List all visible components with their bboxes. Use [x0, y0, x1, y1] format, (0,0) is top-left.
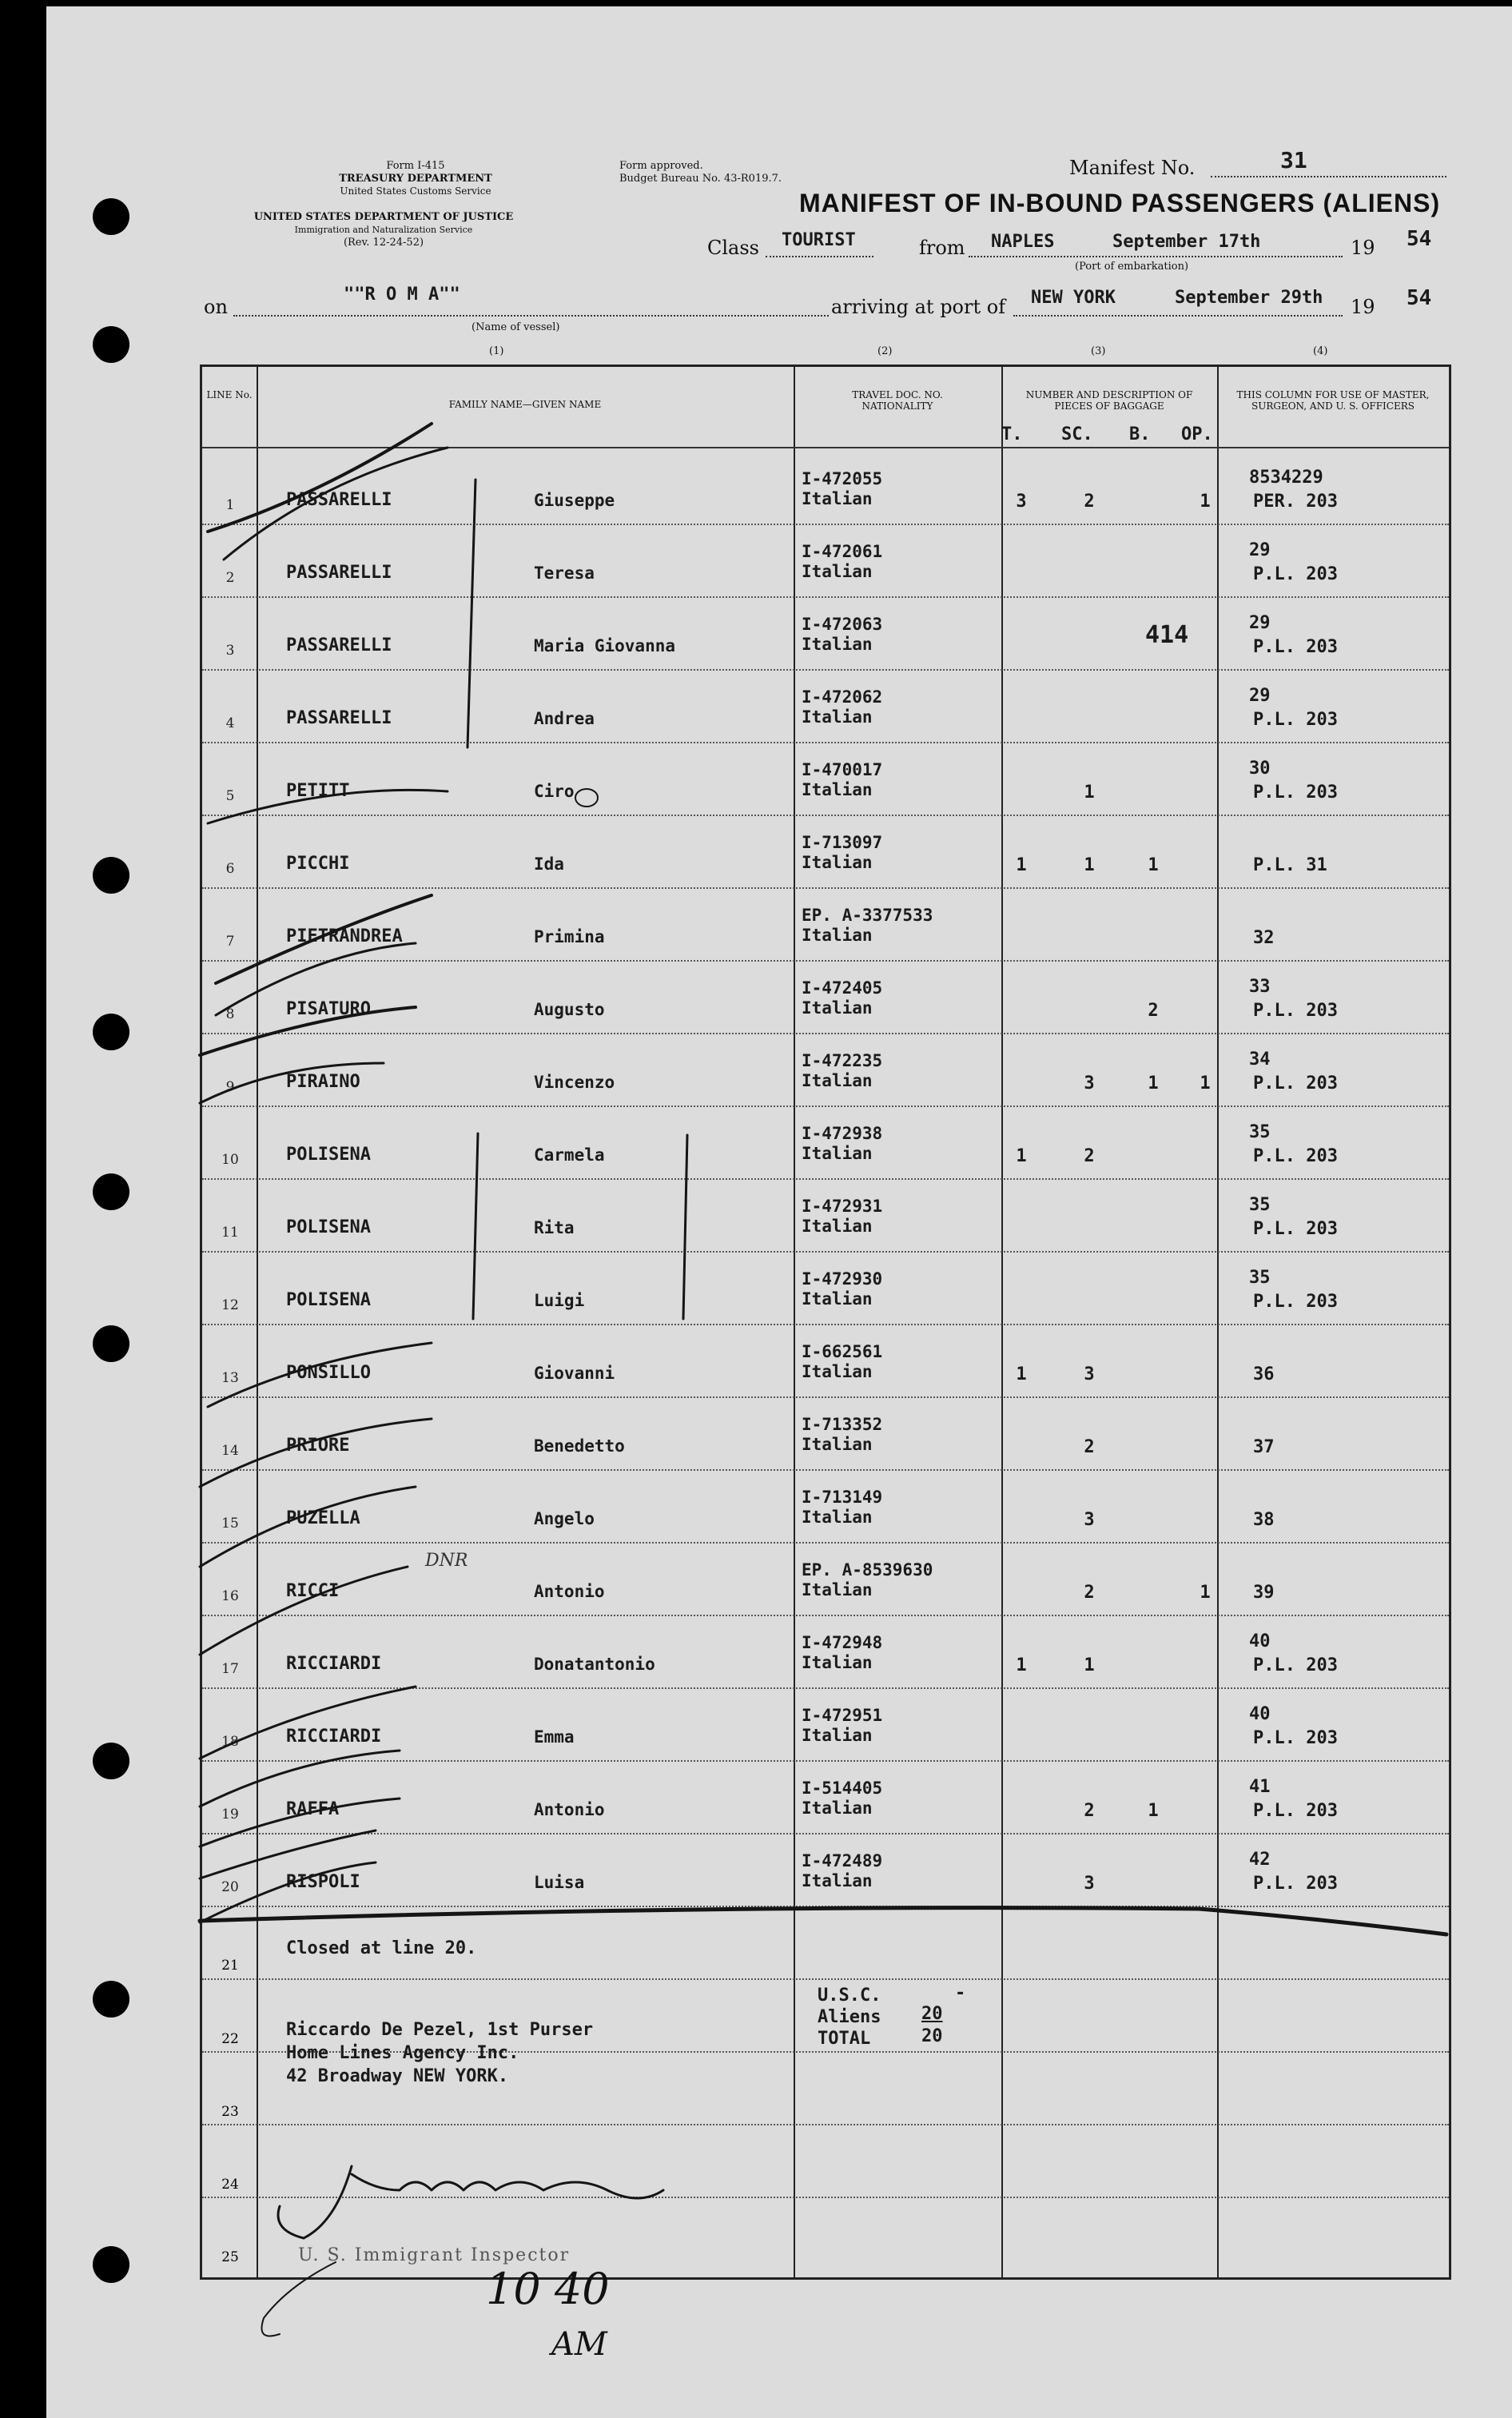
- given-name: Carmela: [534, 1145, 605, 1165]
- col-number-1: (1): [489, 345, 504, 357]
- baggage-t-header: T.: [1001, 424, 1023, 444]
- given-name: Giuseppe: [534, 491, 615, 510]
- port-of-embarkation: NAPLES: [991, 232, 1055, 252]
- travel-doc-number: I-713352: [802, 1415, 883, 1434]
- baggage-sc: 3: [1084, 1364, 1095, 1384]
- nationality: Italian: [802, 1071, 873, 1090]
- nationality: Italian: [802, 635, 873, 654]
- given-name: Primina: [534, 927, 605, 946]
- binder-hole: [93, 1981, 129, 2018]
- row-divider: [202, 2124, 1449, 2125]
- baggage-sc: 2: [1084, 1146, 1095, 1166]
- family-name: PONSILLO: [286, 1363, 371, 1383]
- vessel-caption: (Name of vessel): [472, 321, 560, 333]
- travel-doc-number: I-514405: [802, 1779, 883, 1798]
- officer-code: 33: [1249, 977, 1271, 997]
- baggage-sc: 2: [1084, 1437, 1095, 1457]
- baggage-sc: 3: [1084, 1074, 1095, 1093]
- line-24: 24: [221, 2177, 239, 2193]
- given-name: Donatantonio: [534, 1655, 655, 1674]
- total-label: TOTAL: [818, 2029, 871, 2049]
- class-line: [766, 256, 873, 257]
- officer-reference: 32: [1253, 928, 1275, 948]
- binder-hole: [93, 2246, 129, 2283]
- line-number: 8: [225, 1006, 235, 1022]
- officer-reference: PER. 203: [1253, 492, 1338, 512]
- given-name: Benedetto: [534, 1436, 625, 1456]
- col-number-4: (4): [1313, 345, 1328, 357]
- family-name: POLISENA: [286, 1290, 371, 1310]
- line-number: 3: [225, 643, 235, 659]
- arriving-line: [1013, 315, 1343, 317]
- travel-doc-number: I-472061: [802, 542, 883, 561]
- family-name: PASSARELLI: [286, 490, 392, 510]
- table-row: [202, 815, 1449, 888]
- nationality: Italian: [802, 562, 873, 581]
- table-row: [202, 1761, 1449, 1834]
- nationality: Italian: [802, 926, 873, 945]
- line-number: 4: [225, 715, 235, 731]
- baggage-sc: 1: [1084, 783, 1095, 803]
- baggage-t: 1: [1016, 1655, 1027, 1675]
- officer-reference: 37: [1253, 1437, 1275, 1457]
- baggage-op-header: OP.: [1181, 424, 1213, 444]
- baggage-header: NUMBER AND DESCRIPTION OF PIECES OF BAGGAGE: [1025, 389, 1193, 412]
- line-number: 10: [221, 1152, 239, 1168]
- binder-hole: [93, 1014, 129, 1050]
- table-row: [202, 1252, 1449, 1325]
- family-name: POLISENA: [286, 1145, 371, 1165]
- class-label: Class: [707, 237, 759, 259]
- manifest-number: 31: [1280, 147, 1307, 173]
- line-no-header: LINE No.: [206, 389, 253, 400]
- line-number: 13: [221, 1370, 239, 1386]
- year: 54: [1407, 227, 1432, 251]
- table-row: [202, 1179, 1449, 1252]
- class-value: TOURIST: [782, 230, 856, 250]
- line-23: 23: [221, 2104, 239, 2120]
- nationality: Italian: [802, 1726, 873, 1745]
- nationality: Italian: [802, 780, 873, 799]
- given-name: Maria Giovanna: [534, 636, 676, 655]
- officer-reference: P.L. 203: [1253, 564, 1338, 584]
- nationality: Italian: [802, 1144, 873, 1163]
- given-name: Andrea: [534, 709, 595, 728]
- arrival-date: September 29th: [1175, 288, 1323, 308]
- nationality: Italian: [802, 853, 873, 872]
- justice-department: UNITED STATES DEPARTMENT OF JUSTICE: [253, 211, 514, 223]
- manifest-label: Manifest No.: [1069, 157, 1196, 179]
- table-row: [202, 452, 1449, 524]
- officer-reference: 38: [1253, 1510, 1275, 1530]
- nationality: Italian: [802, 1871, 873, 1890]
- travel-doc-number: I-713149: [802, 1488, 883, 1507]
- family-name: PICCHI: [286, 854, 350, 874]
- table-row: [202, 524, 1449, 597]
- nationality: Italian: [802, 707, 873, 727]
- officer-reference: P.L. 203: [1253, 1801, 1338, 1821]
- officer-code: 29: [1249, 613, 1271, 633]
- form-approved: Form approved.: [619, 160, 703, 172]
- baggage-op: 1: [1200, 492, 1211, 512]
- line-number: 6: [225, 861, 235, 877]
- family-name: POLISENA: [286, 1217, 371, 1237]
- family-name: PIRAINO: [286, 1072, 360, 1092]
- family-name: RICCIARDI: [286, 1727, 382, 1747]
- table-row: [202, 1470, 1449, 1543]
- family-name: RICCI: [286, 1581, 340, 1601]
- line-number: 9: [225, 1079, 235, 1095]
- manifest-line: [1211, 176, 1446, 177]
- travel-doc-number: I-472055: [802, 469, 883, 488]
- family-name: PASSARELLI: [286, 708, 392, 728]
- travel-doc-number: I-472930: [802, 1269, 883, 1289]
- dnr-annotation: DNR: [425, 1551, 468, 1571]
- usc-label: U.S.C.: [818, 1986, 881, 2006]
- port-embarkation-caption: (Port of embarkation): [1075, 261, 1189, 273]
- given-name: Antonio: [534, 1800, 605, 1819]
- nationality: Italian: [802, 1435, 873, 1454]
- travel-doc-number: I-472405: [802, 978, 883, 998]
- officer-code: 35: [1249, 1122, 1271, 1142]
- given-name: Luigi: [534, 1291, 585, 1310]
- officer-reference: P.L. 203: [1253, 637, 1338, 657]
- line-number: 14: [221, 1443, 239, 1459]
- baggage-b: 1: [1148, 1074, 1159, 1093]
- officer-reference: P.L. 203: [1253, 1146, 1338, 1166]
- travel-doc-number: I-472063: [802, 615, 883, 634]
- officer-code: 30: [1249, 759, 1271, 779]
- table-row: [202, 1106, 1449, 1179]
- given-name: Vincenzo: [534, 1073, 615, 1092]
- from-label: from: [919, 237, 965, 259]
- officer-reference: P.L. 203: [1253, 710, 1338, 730]
- officer-reference: 39: [1253, 1583, 1275, 1603]
- officer-code: 40: [1249, 1704, 1271, 1724]
- given-name: Antonio: [534, 1582, 605, 1601]
- table-row: [202, 1543, 1449, 1615]
- budget-bureau: Budget Bureau No. 43-R019.7.: [619, 173, 782, 185]
- family-name: RAFFA: [286, 1799, 340, 1819]
- year-2: 54: [1407, 286, 1432, 310]
- officer-reference: P.L. 203: [1253, 1655, 1338, 1675]
- table-row: [202, 743, 1449, 815]
- officer-code: 41: [1249, 1777, 1271, 1797]
- officer-code: 8534229: [1249, 468, 1323, 488]
- officer-reference: P.L. 203: [1253, 1219, 1338, 1239]
- officer-reference: P.L. 203: [1253, 1874, 1338, 1894]
- officer-code: 29: [1249, 686, 1271, 706]
- given-name: Emma: [534, 1727, 575, 1747]
- baggage-t: 1: [1016, 1146, 1027, 1166]
- given-name: Augusto: [534, 1000, 605, 1019]
- on-label: on: [204, 296, 228, 318]
- given-name: Giovanni: [534, 1364, 615, 1383]
- baggage-b: 1: [1148, 855, 1159, 875]
- baggage-sc: 1: [1084, 1655, 1095, 1675]
- travel-doc-number: EP. A-3377533: [802, 906, 933, 925]
- agency-address: 42 Broadway NEW YORK.: [286, 2066, 509, 2086]
- row-divider: [202, 1978, 1449, 1980]
- row-divider: [202, 1906, 1449, 1907]
- baggage-sc: 1: [1084, 855, 1095, 875]
- nationality: Italian: [802, 1580, 873, 1599]
- family-name: PISATURO: [286, 999, 371, 1019]
- baggage-sc: 3: [1084, 1874, 1095, 1894]
- row-divider: [202, 2197, 1449, 2198]
- travel-doc-number: I-713097: [802, 833, 883, 852]
- table-row: [202, 888, 1449, 961]
- travel-doc-number: I-472948: [802, 1633, 883, 1652]
- travel-doc-number: I-472062: [802, 687, 883, 707]
- line-number: 12: [221, 1297, 239, 1313]
- table-row: [202, 670, 1449, 743]
- officer-code: 42: [1249, 1850, 1271, 1870]
- agency-name: Home Lines Agency Inc.: [286, 2043, 519, 2063]
- line-21: 21: [221, 1958, 239, 1974]
- officer-reference: P.L. 203: [1253, 783, 1338, 803]
- table-row: [202, 1034, 1449, 1106]
- manifest-title: MANIFEST OF IN-BOUND PASSENGERS (ALIENS): [799, 189, 1441, 217]
- travel-doc-number: I-472931: [802, 1197, 883, 1216]
- table-row: [202, 1325, 1449, 1397]
- nationality: Italian: [802, 998, 873, 1018]
- binder-hole: [93, 198, 129, 235]
- vessel-name: ""R O M A"": [344, 285, 460, 305]
- officer-reference: P.L. 31: [1253, 855, 1327, 875]
- officer-reference: 36: [1253, 1364, 1275, 1384]
- given-name: Ida: [534, 854, 564, 874]
- baggage-sc: 2: [1084, 1801, 1095, 1821]
- officer-reference: P.L. 203: [1253, 1001, 1338, 1021]
- line-number: 11: [221, 1225, 239, 1241]
- line-number: 17: [221, 1661, 239, 1677]
- baggage-t: 1: [1016, 855, 1027, 875]
- line-number: 5: [225, 788, 235, 804]
- officer-reference: P.L. 203: [1253, 1728, 1338, 1748]
- officer-code: 40: [1249, 1631, 1271, 1651]
- embarkation-date: September 17th: [1112, 232, 1261, 252]
- baggage-op: 1: [1200, 1074, 1211, 1093]
- family-name: PUZELLA: [286, 1508, 360, 1528]
- from-line: [969, 256, 1343, 257]
- inspector-caption: U. S. Immigrant Inspector: [298, 2245, 571, 2265]
- travel-doc-number: I-472489: [802, 1851, 883, 1870]
- binder-hole: [93, 1325, 129, 1362]
- baggage-sc-header: SC.: [1061, 424, 1093, 444]
- travel-doc-number: I-662561: [802, 1342, 883, 1361]
- line-25: 25: [221, 2249, 239, 2265]
- travel-doc-number: I-472938: [802, 1124, 883, 1143]
- line-number: 15: [221, 1516, 239, 1532]
- given-name: Ciro: [534, 782, 575, 801]
- officer-code: 35: [1249, 1195, 1271, 1215]
- line-22: 22: [221, 2031, 239, 2047]
- baggage-sc: 3: [1084, 1510, 1095, 1530]
- given-name: Luisa: [534, 1873, 585, 1892]
- officer-code: 35: [1249, 1268, 1271, 1288]
- officer-reference: P.L. 203: [1253, 1074, 1338, 1093]
- col-number-3: (3): [1091, 345, 1106, 357]
- line-number: 18: [221, 1734, 239, 1750]
- baggage-sc: 2: [1084, 1583, 1095, 1603]
- arrival-ampm: AM: [551, 2326, 607, 2363]
- line-number: 2: [225, 570, 235, 586]
- baggage-op: 1: [1200, 1583, 1211, 1603]
- travel-doc-number: I-470017: [802, 760, 883, 779]
- total-value: 20: [921, 2026, 943, 2046]
- customs-service: United States Customs Service: [340, 185, 491, 197]
- table-row: [202, 1615, 1449, 1688]
- vessel-line: [233, 315, 829, 317]
- year-prefix-2: 19: [1351, 296, 1375, 318]
- officer-reference: P.L. 203: [1253, 1292, 1338, 1312]
- passenger-table: [200, 364, 1451, 2280]
- binder-hole: [93, 1743, 129, 1779]
- line-number: 19: [221, 1807, 239, 1822]
- arriving-label: arriving at port of: [831, 296, 1006, 318]
- nationality: Italian: [802, 1508, 873, 1527]
- baggage-b: 1: [1148, 1801, 1159, 1821]
- usc-value: -: [955, 1983, 966, 2003]
- binder-hole: [93, 1173, 129, 1210]
- family-name: PRIORE: [286, 1436, 350, 1456]
- baggage-b-header: B.: [1129, 424, 1151, 444]
- binder-hole: [93, 857, 129, 894]
- baggage-b: 2: [1148, 1001, 1159, 1021]
- closed-note: Closed at line 20.: [286, 1938, 477, 1958]
- baggage-t: 1: [1016, 1364, 1027, 1384]
- ins-service: Immigration and Naturalization Service: [294, 225, 473, 235]
- travel-doc-number: EP. A-8539630: [802, 1560, 933, 1579]
- table-row: [202, 1397, 1449, 1470]
- officer-code: 29: [1249, 540, 1271, 560]
- extra-annotation: 414: [1145, 621, 1189, 649]
- binder-hole: [93, 326, 129, 363]
- purser-name: Riccardo De Pezel, 1st Purser: [286, 2020, 594, 2040]
- nationality: Italian: [802, 1289, 873, 1309]
- nationality: Italian: [802, 1362, 873, 1381]
- arrival-time: 10 40: [486, 2264, 610, 2314]
- travel-doc-header: TRAVEL DOC. NO. NATIONALITY: [852, 389, 943, 412]
- nationality: Italian: [802, 1653, 873, 1672]
- aliens-label: Aliens: [818, 2007, 881, 2027]
- arrival-port: NEW YORK: [1031, 288, 1116, 308]
- nationality: Italian: [802, 1799, 873, 1818]
- header-divider: [202, 447, 1449, 448]
- officers-header: THIS COLUMN FOR USE OF MASTER, SURGEON, AND U. S. OFFICERS: [1236, 389, 1430, 412]
- name-header: FAMILY NAME—GIVEN NAME: [448, 399, 602, 410]
- revision-date: (Rev. 12-24-52): [343, 237, 424, 249]
- family-name: RISPOLI: [286, 1872, 360, 1892]
- line-number: 7: [225, 934, 235, 950]
- travel-doc-number: I-472951: [802, 1706, 883, 1725]
- family-name: PIETRANDREA: [286, 926, 403, 946]
- given-name: Angelo: [534, 1509, 595, 1528]
- officer-code: 34: [1249, 1050, 1271, 1070]
- baggage-sc: 2: [1084, 492, 1095, 512]
- baggage-t: 3: [1016, 492, 1027, 512]
- treasury-department: TREASURY DEPARTMENT: [339, 173, 492, 185]
- table-row: [202, 1688, 1449, 1761]
- line-number: 20: [221, 1879, 239, 1895]
- travel-doc-number: I-472235: [802, 1051, 883, 1070]
- family-name: RICCIARDI: [286, 1654, 382, 1674]
- family-name: PASSARELLI: [286, 635, 392, 655]
- family-name: PETITT: [286, 781, 350, 801]
- family-name: PASSARELLI: [286, 563, 392, 583]
- table-row: [202, 961, 1449, 1034]
- given-name: Rita: [534, 1218, 575, 1237]
- aliens-value: 20: [921, 2004, 943, 2024]
- year-prefix: 19: [1351, 237, 1375, 259]
- form-number: Form I-415: [386, 160, 445, 172]
- nationality: Italian: [802, 489, 873, 508]
- line-number: 1: [225, 497, 235, 513]
- given-name: Teresa: [534, 564, 595, 583]
- line-number: 16: [221, 1588, 239, 1604]
- nationality: Italian: [802, 1217, 873, 1236]
- table-row: [202, 597, 1449, 670]
- table-row: [202, 1834, 1449, 1906]
- col-number-2: (2): [877, 345, 893, 357]
